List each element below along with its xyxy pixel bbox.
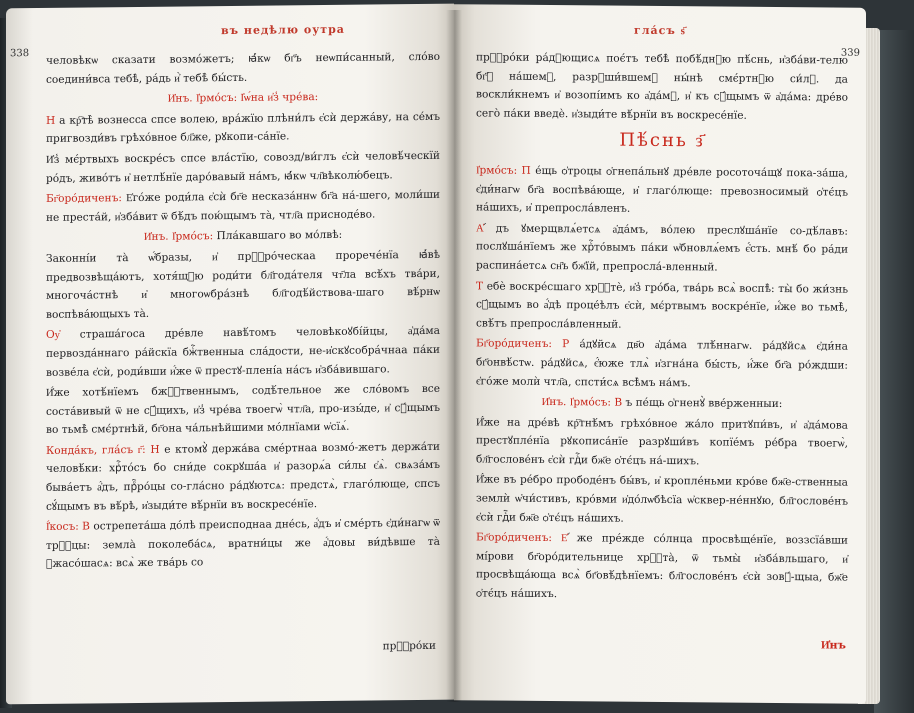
rubric: Бг҃оро́диченъ: <box>46 192 122 206</box>
paragraph <box>46 186 440 227</box>
paragraph <box>46 322 440 382</box>
paragraph-text: человѣкѡ сказати возмо́жетъ; ꙗ҆́кѡ бг҃ъ неѡпи́санный, сло́во соедини́вса тебѣ̀, ра́дь и҆̀ тебѣ̀ бы́сть. <box>46 50 440 86</box>
right-page <box>454 4 866 704</box>
rubric: Бг҃оро́диченъ: Е҆ <box>476 531 568 545</box>
rubric: И҆нъ. І҆рмо́съ: <box>143 230 214 244</box>
rubric: Оу҆ <box>46 329 60 342</box>
rubric: Н <box>46 114 56 127</box>
paragraph-text: Законні́и та̀ ѡ҆́бразы, и҆ прⷪ҇ро́ческаа прорече́нїа ꙗ҆́вѣ предвозвѣща́ютъ, хотя́щꙋю роди́ти бл҃года́теля чт҃ла всѣ́хъ тва́ри, многоча́стнѣ и҆ многоѡбра́знѣ бл҃годѣ́йствова-шаго вѣ́рнѡ воспѣва́ющыхъ та̀. <box>46 248 440 321</box>
catchword: прⷪ҇ро́ки <box>382 639 436 653</box>
paragraph <box>476 529 848 607</box>
paragraph <box>476 335 848 394</box>
rubric: Т <box>476 279 484 292</box>
paragraph-text: е ктомꙋ̀ держа́ва сме́ртнаа возмо́-жетъ держа́ти человѣ́ки: хрⷭ҇то́съ бо сни́де сокрꙋша́а и҆ разорѧ́а си́лы є҆ѧ̀. свѧза́мъ быва́етъ а҆́дъ, прⷪ҇ро́цы со-гла́сно ра́дꙋютсѧ: предстѧ̀, глаго́люще, спсъ сꙋ́щымъ въ вѣ́рѣ, и҆зыди́те вѣ́рнїи въ воскресе́нїе. <box>46 440 440 513</box>
page-number: 338 <box>10 48 30 60</box>
rubric: І҆́косъ: В <box>46 520 90 534</box>
rubric: І҆рмо́съ: П <box>476 164 531 177</box>
paragraph <box>46 380 440 440</box>
paragraph-text: е́щь ѻ҆троцы ѻ҆гнепа́льнꙋ дре́вле росоточа́щꙋ пока-за́ша, є҆ди́нагѡ бг҃а воспѣва́юще, и҆ глаго́люще: превозносимый ѻ҆тє́цъ на́шихъ, и҆ препросла́вленъ. <box>476 164 848 215</box>
paragraph-text: И҆з̾ мє́ртвыхъ воскре́съ спсе вла́стїю, совозд∕ви́глъ є҆сѝ человѣ́ческїй ро́дъ, живо́тъ и҆ нетлѣ́нїе даро́вавый на́мъ, ꙗ҆́кѡ чл҃вѣколю́бецъ. <box>46 149 440 185</box>
paragraph <box>476 277 848 336</box>
book-cover-right <box>874 30 914 713</box>
paragraph-text: И҆́же на дре́вѣ кр҇тнѣ́мъ грѣхо́вное жа́ло притꙋпи́въ, и҆ а҆да́мова престꙋпле́нїа рꙋкописа́нїе разрꙋши́въ копїе́мъ ре́бра твоегѡ̀, бл҃гослове́нъ є҆сѝ гдⷭ҇и бж҃е ѻ҆тє́цъ на́-шихъ. <box>476 416 848 468</box>
paragraph <box>476 161 848 220</box>
paragraph-text: И҆́же въ ре́бро прободе́нъ бы́въ, и҆ кропле́ньми кро́ве бж҃е-ственныа землѝ ѡ҆чи́стивъ, кро́вми и҆до́лѡбѣсїа ѡ҆сквер-не́ннꙋю, бл҃гослове́нъ є҆сѝ гдⷭ҇и бж҃е ѻ҆тє́цъ на́шихъ. <box>476 473 848 525</box>
paragraph-text: Пла́кавшаго во мо́лвѣ: <box>216 229 343 243</box>
paragraph <box>476 471 848 530</box>
paragraph <box>46 108 440 149</box>
rubric: Конда́къ, гла́съ г҃: Н <box>46 443 160 457</box>
paragraph-text: а́дꙋйсѧ дв҃о а҆да́ма тлѣ́ннагѡ. ра́дꙋйсѧ є҆ди́на бг҃онвѣ́стѡ. ра́дꙋйсѧ, є҆́юже тлѧ̀ и҆згна́на бы́сть, и҆́же бг҃а ро́ждши: є҆го́же молѝ чтл҃а, спсти́сѧ всѣ̀мъ на́мъ. <box>476 338 848 389</box>
ode-heading: Пѣ́снь з҃ <box>619 130 705 152</box>
paragraph <box>46 87 440 110</box>
rubric: И҆нъ. І҆рмо́съ: В <box>541 396 623 409</box>
paragraph-text: страша́госа дре́вле навѣ́томъ человѣкоꙋбі́йцы, а҆да́ма первозда́ннаго ра́йскїа бжⷭ҇твенныа сла́дости, не-и҆скꙋсобра́чнаа па́ки возве́ла є҆сѝ, роди́вши и҆́же ѿ престꙋ-плені́а на́съ и҆зба́вившаго. <box>46 325 440 379</box>
page-text <box>46 48 440 574</box>
paragraph-text: прⷪ҇ро́ки ра́дꙋющисѧ поє́тъ тебѣ̀ побѣ́днꙋю пѣ́снь, и҆зба́ви-телю бг҃ꙋ на́шемꙋ, разрꙋши́вшемꙋ ны́нѣ смє́ртнꙋю си́лꙋ. да воскли́кнемъ и҆ возопі́имъ ко а҆да́мꙋ, и҆ къ сꙋ́щымъ ѿ а҆да́ма: дре́во сего̀ па́ки введѐ. и҆зыди́те вѣ́рнїи въ воскресе́нїе. <box>476 51 848 122</box>
page-text <box>476 48 848 606</box>
page-number: 339 <box>840 47 860 59</box>
paragraph-text: острепета́ша до́лѣ преисподнаа дне́сь, а҆́дъ и҆ сме́рть є҆ди́нагѡ ѿ трⷪ҇цы: земла̀ поколеба́сѧ, вратни́цы же а҆́довы ви́дѣвше та̀ ꙋжасо́шасѧ: всѧ̀ же тва́рь со <box>46 517 441 571</box>
paragraph <box>46 438 440 517</box>
running-head: въ недѣлю оутра <box>221 22 345 38</box>
paragraph <box>476 48 848 126</box>
rubric: А҆ <box>476 222 484 235</box>
paragraph-text: ъ пе́щь ѻ҆гненꙋ̀ вве́рженныи: <box>625 396 783 411</box>
paragraph-text: а кр҇тѣ̀ вознесса спсе волею, вра́жїю плѣни́лъ є҆сѝ держа́ву, на се́мъ пригвозди́въ грѣхо́вное бл҃же, рꙋкопи-са́нїе. <box>46 110 441 146</box>
paragraph-text: И҆́же хотѣ́нїемъ бжⷭ҇твеннымъ, содѣ́тельное же сло́вомъ все соста́вивый ѿ не сꙋ́щихъ, и҆з̾ чре́ва твоегѡ̀ чтл҃а, про-изы́де, и҆ сꙋ́щымъ во тьмѣ̀ смє́ртнѣй, бг҃она ча́льнѣйшими мо́лнїами ѡ҆сїѧ́. <box>46 382 440 437</box>
paragraph <box>476 413 848 472</box>
paragraph <box>46 147 440 188</box>
paragraph-text: ́же пре́жде со́лнца просвѣще́нїе, воззсїа́вши мі́рови бг҃оро́дительнице хрⷭ҇та̀, ѿ тьмы̀ и҆зба́вльшаго, и҆ просвѣща́юща всѧ̀ бг҃овѣ́дѣнїемъ: бл҃гослове́нъ є҆сѝ зовꙋ́-щыа, бж҃е ѻ҆тє́цъ на́шихъ. <box>476 532 848 601</box>
paragraph <box>476 219 848 278</box>
rubric: И҆нъ. І҆рмо́съ: І҆ѡ́на и҆з̾ чре́ва: <box>167 91 319 105</box>
paragraph <box>46 246 440 325</box>
paragraph <box>46 514 440 574</box>
catchword: И҆нъ <box>820 638 846 652</box>
left-page <box>6 4 454 705</box>
paragraph-text: ебѐ воскре́сшаго хрⷭ҇тѐ, и҆з̾ гро́ба, тва́рь всѧ̀ воспѣ̀: ты̀ бо жи́знь сꙋ́щымъ во а҆́дѣ проце́ѣлъ є҆сѝ, мє́ртвымъ воскре́нїе, и҆́же во тьмѣ̀, свѣ́тъ препросла́вленный. <box>476 280 849 331</box>
paragraph <box>46 225 440 248</box>
paragraph <box>476 392 848 414</box>
paragraph <box>46 48 440 89</box>
rubric: Бг҃оро́диченъ: Р <box>476 337 570 351</box>
paragraph-text: ́дъ ꙋмерщвлѧ́етсѧ а҆да́мъ, во́лею преслꙋша́нїе со-дѣ́лавъ: послꙋша́нїемъ же хрⷭ҇то́вымъ па́ки ѡ҆бновлѧ́емъ є҆́сть. мнѣ́ бо ра́ди распина́етсѧ сн҃ъ бж҃їй, препросла́-вленный. <box>476 222 848 274</box>
running-head: гла́съ ѕ҃ <box>634 23 686 38</box>
paragraph-text: Е҆го́же роди́ла є҆сѝ бг҃е несказа́ннѡ бг҃а на́-шего, моли́ши не преста́й, и҆зба́вит ѿ бѣ́дъ пою́щымъ та̀, чтл҃а присноде́во. <box>46 188 440 224</box>
